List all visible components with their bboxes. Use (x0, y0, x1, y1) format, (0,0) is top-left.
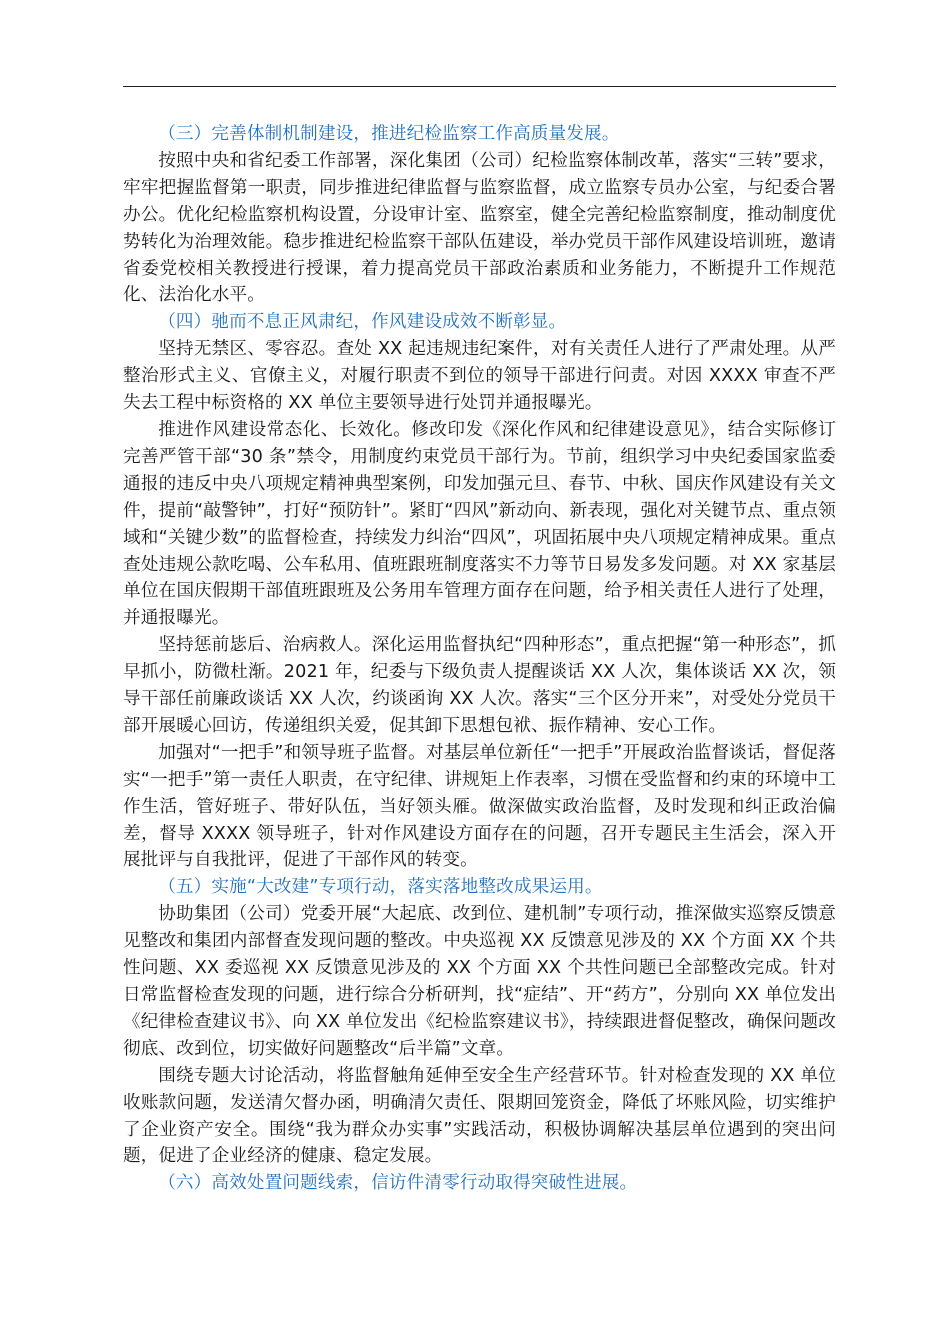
body-paragraph: 协助集团（公司）党委开展“大起底、改到位、建机制”专项行动，推深做实巡察反馈意见整改和集团内部督查发现问题的整改。中央巡视 XX 反馈意见涉及的 XX 个方面 XX 个共性问题、XX 委巡视 XX 反馈意见涉及的 XX 个方面 XX 个共性问题已全部整改完成。针对日常监督检查发现的问题，进行综合分析研判，找“症结”、开“药方”，分别向 XX 单位发出《纪律检查建议书》、向 XX 单位发出《纪检监察建议书》，持续跟进督促整改，确保问题改彻底、改到位，切实做好问题整改“后半篇”文章。 (123, 904, 836, 1059)
section-heading-4: （四）驰而不息正风肃纪，作风建设成效不断彰显。 (158, 312, 567, 333)
body-paragraph: 按照中央和省纪委工作部署，深化集团（公司）纪检监察体制改革，落实“三转”要求，牢牢把握监督第一职责，同步推进纪律监督与监察监督，成立监察专员办公室，与纪委合署办公。优化纪检监察机构设置，分设审计室、监察室，健全完善纪检监察制度，推动制度优势转化为治理效能。稳步推进纪检监察干部队伍建设，举办党员干部作风建设培训班，邀请省委党校相关教授进行授课，着力提高党员干部政治素质和业务能力，不断提升工作规范化、法治化水平。 (123, 150, 836, 306)
section-heading-6: （六）高效处置问题线索，信访件清零行动取得突破性进展。 (158, 1173, 638, 1194)
body-paragraph: 推进作风建设常态化、长效化。修改印发《深化作风和纪律建设意见》，结合实际修订完善严管干部“30 条”禁令，用制度约束党员干部行为。节前，组织学习中央纪委国家监委通报的违反中央八项规定精神典型案例，印发加强元旦、春节、中秋、国庆作风建设有关文件，提前“敲警钟”，打好“预防针”。紧盯“四风”新动向、新表现，强化对关键节点、重点领域和“关键少数”的监督检查，持续发力纠治“四风”，巩固拓展中央八项规定精神成果。重点查处违规公款吃喝、公车私用、值班跟班制度落实不力等节日易发多发问题。对 XX 家基层单位在国庆假期干部值班跟班及公务用车管理方面存在问题，给予相关责任人进行了处理，并通报曝光。 (123, 419, 836, 629)
body-paragraph: 加强对“一把手”和领导班子监督。对基层单位新任“一把手”开展政治监督谈话，督促落实“一把手”第一责任人职责，在守纪律、讲规矩上作表率，习惯在受监督和约束的环境中工作生活，管好班子、带好队伍，当好领头雁。做深做实政治监督，及时发现和纠正政治偏差，督导 XXXX 领导班子，针对作风建设方面存在的问题，召开专题民主生活会，深入开展批评与自我批评，促进了干部作风的转变。 (123, 742, 836, 871)
header-rule (123, 86, 836, 87)
body-paragraph: 坚持惩前毖后、治病救人。深化运用监督执纪“四种形态”，重点把握“第一种形态”，抓早抓小，防微杜渐。2021 年，纪委与下级负责人提醒谈话 XX 人次，集体谈话 XX 次，领导干部任前廉政谈话 XX 人次，约谈函询 XX 人次。落实“三个区分开来”，对受处分党员干部开展暖心回访，传递组织关爱，促其卸下思想包袱、振作精神、安心工作。 (123, 635, 836, 736)
section-heading-3: （三）完善体制机制建设，推进纪检监察工作高质量发展。 (158, 124, 620, 144)
document-body (123, 121, 836, 1197)
body-paragraph: 坚持无禁区、零容忍。查处 XX 起违规违纪案件，对有关责任人进行了严肃处理。从严整治形式主义、官僚主义，对履行职责不到位的领导干部进行问责。对因 XXXX 审查不严失去工程中标资格的 XX 单位主要领导进行处罚并通报曝光。 (123, 339, 836, 414)
section-heading-5: （五）实施“大改建”专项行动，落实落地整改成果运用。 (158, 877, 603, 898)
body-paragraph: 围绕专题大讨论活动，将监督触角延伸至安全生产经营环节。针对检查发现的 XX 单位收账款问题，发送清欠督办函，明确清欠责任、限期回笼资金，降低了坏账风险，切实维护了企业资产安全。围绕“我为群众办实事”实践活动，积极协调解决基层单位遇到的突出问题，促进了企业经济的健康、稳定发展。 (123, 1065, 836, 1167)
